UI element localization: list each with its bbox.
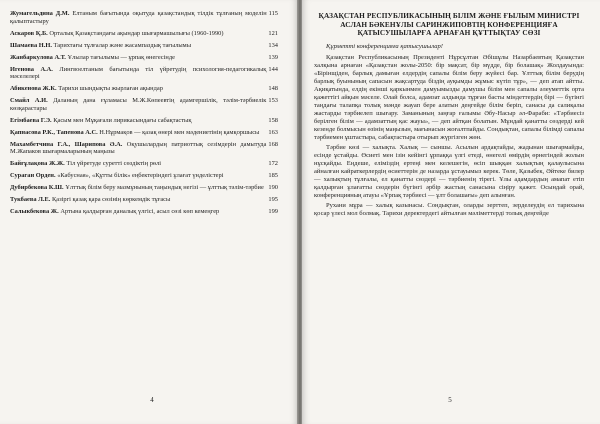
greeting-article [314, 12, 584, 220]
toc-page-number: 190 [268, 184, 278, 192]
toc-entry [10, 184, 278, 192]
toc-page-number: 163 [268, 128, 278, 136]
toc-title: Оқушылардың патриоттық сезімдерін дамытуда М.Жапаков шығармаларының маңызы [10, 140, 267, 156]
page-number-left: 4 [150, 396, 154, 404]
toc-author: Жумагельдина Д.М. [10, 10, 70, 17]
toc-entry [10, 117, 278, 125]
toc-page-number: 199 [268, 208, 278, 216]
page-number-right: 5 [448, 396, 452, 404]
toc-page-number: 134 [268, 41, 278, 49]
toc-page-number: 185 [268, 172, 278, 180]
toc-author: Абикенова Ж.К. [10, 85, 57, 93]
toc-author: Игенова А.А. [10, 65, 53, 73]
left-page [0, 0, 298, 424]
toc-title: Ұлттық білім беру мазмұнының таңындық негізі — ұлттық тәлім-тәрбие [65, 184, 264, 192]
toc-title: Ұлылар тағылымы — ұрпақ өнегесінде [67, 53, 175, 61]
toc-entry [10, 10, 278, 25]
toc-title: Лингвоелтаным бағытында тіл үйретудің психология-педагогикалық мәселелері [10, 65, 267, 81]
toc-entry [10, 66, 278, 81]
toc-entry [10, 160, 278, 168]
toc-title: Артына қалдырған даналық үлгісі, асыл сөзі көп кемеңгер [60, 208, 220, 216]
article-paragraph: Тәрбие көзі — халықта. Халық — сыншы. Асылын ардақтайды, жадынан шығармайды, есінде ұстайды. Өсиеті мен ізін кейінгі ұрпаққа үлгі етеді, өнегелі өмірдің өрнегіндей жолын нұсқайды. Еңдеше, еліміздің ертеңі мен келешегін, өсіп шыққан халықтың қалаулысына айналған кайраткерлердің өсиеттерін де назарда ұстауымыз керек. Төле, Қазыбек, Әйтеке билер — халықтың тұлғалы, ел қанатты сөздері — тәрбиенің тірегі. Ұлы адамдардың амапат етіп қалдырған ұлағатты сөздерін бүгінгі әрбір жастың санасына сіңіру қажет. Осындай орай, конференцияның атауы «Ұрпақ тәрбиесі — ұлт болашағы» деп алынған. [314, 143, 584, 199]
toc-author: Қапнасова Р.К., Тапенова А.С. [10, 128, 98, 136]
toc-entry [10, 129, 278, 137]
toc-entry [10, 141, 278, 156]
toc-page-number: 172 [268, 160, 278, 168]
toc-author: Егімбаева Г.Э. [10, 116, 52, 124]
toc-author: Салыкбекова Ж. [10, 208, 59, 216]
toc-page-number: 168 [268, 140, 278, 148]
toc-title: Елтаным бағытында оқытуда қазақстандық тілдік тұлғаның моделін қалыптастыру [10, 10, 267, 25]
toc-entry [10, 54, 278, 62]
toc-page-number: 195 [268, 196, 278, 204]
toc-title: Н.Нұрмақов — қазақ өнері мен мәдениетінің қамқоршысы [99, 128, 260, 136]
toc-entry [10, 85, 278, 93]
right-page [302, 0, 600, 424]
toc-author: Махамбетчина Г.А., Шарипова Ә.А. [10, 140, 123, 148]
article-paragraph: Рухани мұра — халық казынасы. Сондықтан, оларды зерттеп, зерделеудің ел тарихына қосар үлесі мол болмақ. Тарихи деректердегі айтылған мәліметтерді толық деңгейде [314, 201, 584, 217]
article-title: ҚАЗАҚСТАН РЕСПУБЛИКАСЫНЫҢ БІЛІМ ЖӘНЕ ҒЫЛЫМ МИНИСТРІ АСЛАН БӘКЕНҰЛЫ САРИНЖИПОВТІҢ КОНФЕРЕНЦИЯҒА ҚАТЫСУШЫЛАРҒА АРНАҒАН ҚҰТТЫҚТАУ СӨЗІ [318, 11, 580, 38]
toc-page-number: 115 [268, 10, 278, 17]
toc-page-number: 158 [268, 116, 278, 124]
toc-author: Сураган Орден. [10, 172, 56, 180]
toc-author: Смайл А.И. [10, 97, 48, 105]
toc-entry [10, 172, 278, 180]
toc-page-number: 153 [268, 97, 278, 105]
toc-author: Дубирбекова К.Ш. [10, 184, 64, 192]
toc-entry [10, 97, 278, 112]
toc-entry [10, 30, 278, 38]
toc-author: Тукбаева Л.Е. [10, 196, 51, 204]
table-of-contents [10, 10, 278, 220]
toc-entry [10, 42, 278, 50]
toc-author: Жанбаркулова А.Т. [10, 53, 66, 61]
article-greeting: Құрметті конференцияға қатысушылар! [326, 42, 443, 50]
toc-page-number: 121 [268, 29, 278, 37]
toc-author: Байғұлақова Ж.Ж. [10, 160, 65, 168]
toc-title: Тіл үйретуде суреттi сөздіктің рөлі [66, 160, 162, 168]
toc-author: Аскаров Қ.Б. [10, 29, 48, 37]
toc-title: Қасым мен Мұқағали лирикасындағы сабақтастық [53, 116, 192, 124]
toc-page-number: 139 [268, 53, 278, 61]
article-paragraph: Қазақстан Республикасының Президенті Нұрсұлтан Әбішұлы Назарбаевтың Қазақстан халқына арнаған «Қазақстан жолы-2050: бір мақсат, бір мүдде, бір болашақ» Жолдауында: «Бірінщіден, барлық дамыған елдердің сапалы білім беру жүйесі бар. Ұлттық білім берудің барлық буынының сапасын жақсартуда біздің ауқымды жұмыс күтіп тұр», — деп атап айтты. Ақиқатында, елдің екінші қаркынмен дамуымызды дамушы білім мен сапалы әлеуметтік орта қажеттігі айқын мәселе. Олай болса, адамзат алдында тұрған басты міндеттердің бірі — бүгінгі таңдағы талапқа толық мәнде жауап бере алатын деңгейде білім беріп, санасы да салиқалы жастарды тәрбиелеп шығару. Заманының заңғар ғалымы Әбу-Насыр әл-Фараби: «Тәрбиесіз берілген білім — адамзаттың қас жауы», — деп айтқан болатын. Мұндай қанатты сөздерді кей кезенде болмысын өзінің маңызын, мағынасын жоғалтпайды. Сондықтан, сапалы білімді сапалы тәрбиемен ұштастыра, сабақтастыра отырып жүргізген жөн. [314, 53, 584, 141]
toc-title: Даланың дана ғұламасы М.Ж.Көпеевтің адамгершілік, тәлім-тәрбиелік көзқарастары [10, 97, 267, 112]
toc-entry [10, 208, 278, 216]
toc-title: Қазіргі қазақ қара сөзінің көркемдік тұғасы [51, 196, 171, 204]
toc-page-number: 148 [268, 85, 278, 93]
toc-title: Тарихтағы тұлғалар және жасампаздық тағылымы [53, 41, 192, 49]
toc-title: Орталық Қазақстандағы ақындар шығармашылығы (1960-1990) [49, 29, 224, 37]
toc-title: Тарихи шындықты жырлаған ақындар [58, 85, 163, 93]
toc-page-number: 144 [268, 65, 278, 73]
toc-title: «Кабусная», «Құтты білік» еңбектеріндегі ұлағат үнделістері [57, 172, 224, 180]
toc-entry [10, 196, 278, 204]
toc-author: Шамаева Н.Н. [10, 41, 52, 49]
